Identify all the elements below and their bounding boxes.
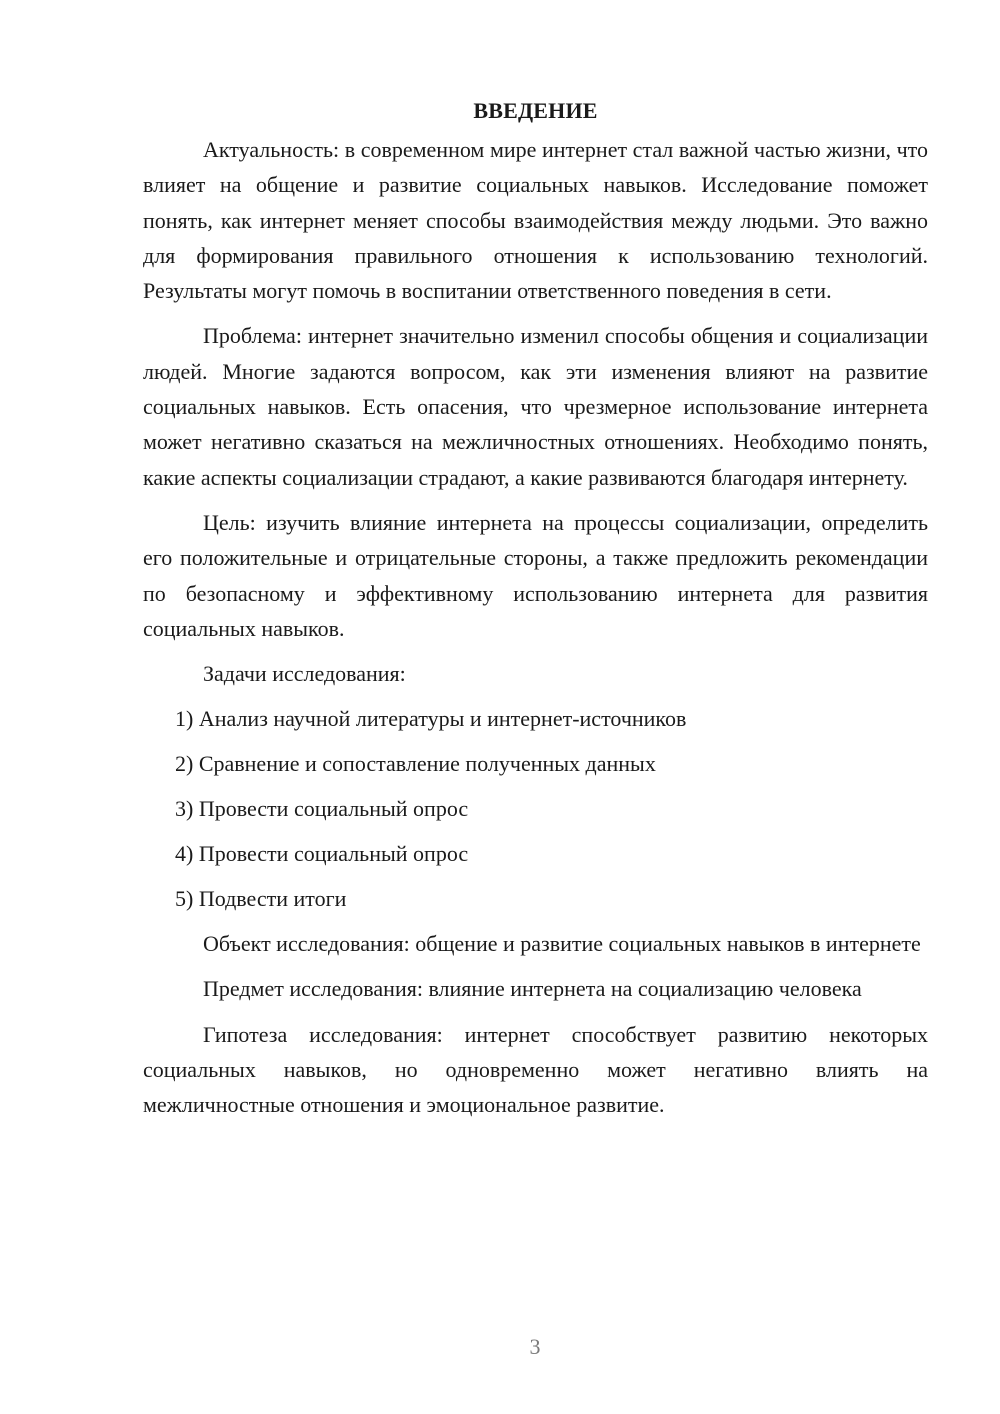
task-item: 5) Подвести итоги xyxy=(175,886,347,912)
paragraph-hypothesis: Гипотеза исследования: интернет способствует развитию некоторых социальных навыков, но одновременно может негативно влиять на межличностные отношения и эмоциональное развитие. xyxy=(143,1021,928,1118)
paragraph-relevance: Актуальность: в современном мире интернет стал важной частью жизни, что влияет на общение и развитие социальных навыков. Исследование поможет понять, как интернет меняет способы взаимодействия между людьми. Это важно для формирования правильного отношения к использованию технологий. Результаты могут помочь в воспитании ответственного поведения в сети. xyxy=(143,137,928,304)
task-item: 3) Провести социальный опрос xyxy=(175,796,469,822)
section-heading: ВВЕДЕНИЕ xyxy=(473,98,598,123)
task-item: 1) Анализ научной литературы и интернет-источников xyxy=(175,706,687,732)
paragraph-subject: Предмет исследования: влияние интернета на социализацию человека xyxy=(203,976,862,1002)
page-number: 3 xyxy=(529,1334,541,1359)
tasks-heading: Задачи исследования: xyxy=(203,661,406,687)
task-item: 2) Сравнение и сопоставление полученных данных xyxy=(175,751,656,777)
paragraph-goal: Цель: изучить влияние интернета на процессы социализации, определить его положительные и отрицательные стороны, а также предложить рекомендации по безопасному и эффективному использованию интернета для развития социальных навыков. xyxy=(143,509,928,641)
paragraph-object: Объект исследования: общение и развитие социальных навыков в интернете xyxy=(203,931,921,957)
page-content xyxy=(143,96,928,1133)
task-item: 4) Провести социальный опрос xyxy=(175,841,469,867)
paragraph-problem: Проблема: интернет значительно изменил способы общения и социализации людей. Многие задаются вопросом, как эти изменения влияют на развитие социальных навыков. Есть опасения, что чрезмерное использование интернета может негативно сказаться на межличностных отношениях. Необходимо понять, какие аспекты социализации страдают, а какие развиваются благодаря интернету. xyxy=(143,323,928,490)
